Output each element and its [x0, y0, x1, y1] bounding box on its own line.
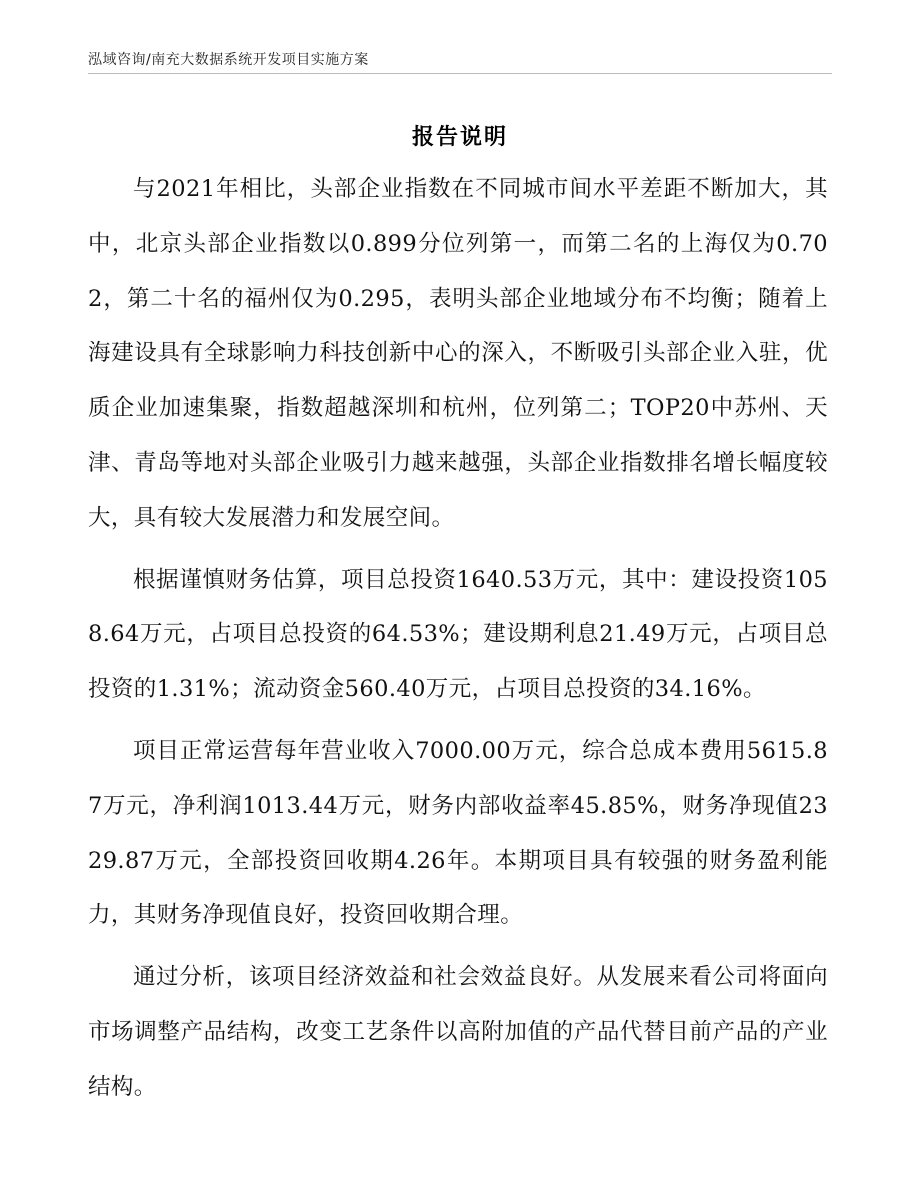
- header-divider: [88, 73, 832, 74]
- running-header: 泓域咨询/南充大数据系统开发项目实施方案: [88, 52, 369, 68]
- paragraph-conclusion: 通过分析，该项目经济效益和社会效益良好。从发展来看公司将面向市场调整产品结构，改变工艺条件以高附加值的产品代替目前产品的产业结构。: [88, 964, 828, 1100]
- paragraph-investment-estimate: 根据谨慎财务估算，项目总投资1640.53万元，其中：建设投资1058.64万元，占项目总投资的64.53%；建设期利息21.49万元，占项目总投资的1.31%；流动资金560.40万元，占项目总投资的34.16%。: [88, 566, 828, 703]
- paragraph-industry-context: 与2021年相比，头部企业指数在不同城市间水平差距不断加大，其中，北京头部企业指数以0.899分位列第一，而第二名的上海仅为0.702，第二十名的福州仅为0.295，表明头部企业地域分布不均衡；随着上海建设具有全球影响力科技创新中心的深入，不断吸引头部企业入驻，优质企业加速集聚，指数超越深圳和杭州，位列第二；TOP20中苏州、天津、青岛等地对头部企业吸引力越来越强，头部企业指数排名增长幅度较大，具有较大发展潜力和发展空间。: [88, 176, 828, 531]
- paragraph-financial-returns: 项目正常运营每年营业收入7000.00万元，综合总成本费用5615.87万元，净利润1013.44万元，财务内部收益率45.85%，财务净现值2329.87万元，全部投资回收期4.26年。本期项目具有较强的财务盈利能力，其财务净现值良好，投资回收期合理。: [88, 737, 828, 929]
- page-title: 报告说明: [411, 125, 508, 150]
- report-body: [88, 162, 828, 1122]
